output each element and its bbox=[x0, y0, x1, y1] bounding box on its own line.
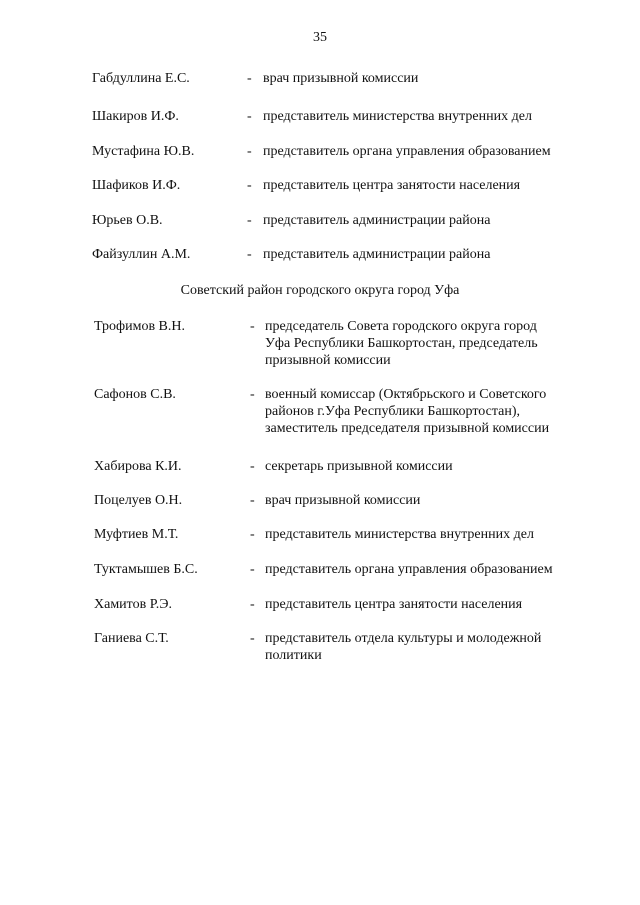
member-name: Хабирова К.И. bbox=[94, 459, 182, 474]
dash-separator: - bbox=[250, 527, 255, 542]
member-role: представитель отдела культуры и молодежной политики bbox=[265, 631, 542, 663]
section-heading: Советский район городского округа город Уфа bbox=[180, 283, 460, 298]
member-role: представитель органа управления образованием bbox=[265, 562, 553, 577]
member-name: Шакиров И.Ф. bbox=[92, 109, 179, 124]
member-role: секретарь призывной комиссии bbox=[265, 459, 453, 474]
member-name: Туктамышев Б.С. bbox=[94, 562, 198, 577]
page-number: 35 bbox=[313, 30, 327, 45]
member-role: представитель администрации района bbox=[263, 213, 491, 228]
dash-separator: - bbox=[250, 459, 255, 474]
member-name: Габдуллина Е.С. bbox=[92, 71, 190, 86]
member-role: военный комиссар (Октябрьского и Советского районов г.Уфа Республики Башкортостан), заместитель председателя призывной комиссии bbox=[265, 387, 550, 436]
member-role: представитель центра занятости населения bbox=[265, 597, 523, 612]
member-role: представитель органа управления образованием bbox=[263, 144, 551, 159]
dash-separator: - bbox=[247, 144, 252, 159]
member-name: Файзуллин А.М. bbox=[92, 247, 191, 262]
member-role: врач призывной комиссии bbox=[263, 71, 419, 86]
member-name: Трофимов В.Н. bbox=[94, 319, 185, 334]
member-role: представитель министерства внутренних дел bbox=[265, 527, 534, 542]
dash-separator: - bbox=[250, 319, 255, 334]
member-name: Мустафина Ю.В. bbox=[92, 144, 195, 159]
member-name: Муфтиев М.Т. bbox=[94, 527, 179, 542]
member-name: Хамитов Р.Э. bbox=[94, 597, 172, 612]
dash-separator: - bbox=[250, 493, 255, 508]
dash-separator: - bbox=[247, 109, 252, 124]
member-name: Шафиков И.Ф. bbox=[92, 178, 181, 193]
dash-separator: - bbox=[250, 631, 255, 646]
dash-separator: - bbox=[250, 387, 255, 402]
dash-separator: - bbox=[247, 71, 252, 86]
member-name: Сафонов С.В. bbox=[94, 387, 176, 402]
member-role: представитель центра занятости населения bbox=[263, 178, 521, 193]
member-name: Юрьев О.В. bbox=[92, 213, 163, 228]
member-role: председатель Совета городского округа город Уфа Республики Башкортостан, председатель призывной комиссии bbox=[265, 319, 538, 368]
dash-separator: - bbox=[247, 178, 252, 193]
dash-separator: - bbox=[250, 562, 255, 577]
dash-separator: - bbox=[247, 247, 252, 262]
member-role: представитель администрации района bbox=[263, 247, 491, 262]
dash-separator: - bbox=[250, 597, 255, 612]
member-name: Ганиева С.Т. bbox=[94, 631, 169, 646]
member-role: представитель министерства внутренних дел bbox=[263, 109, 532, 124]
member-role: врач призывной комиссии bbox=[265, 493, 421, 508]
dash-separator: - bbox=[247, 213, 252, 228]
member-name: Поцелуев О.Н. bbox=[94, 493, 183, 508]
